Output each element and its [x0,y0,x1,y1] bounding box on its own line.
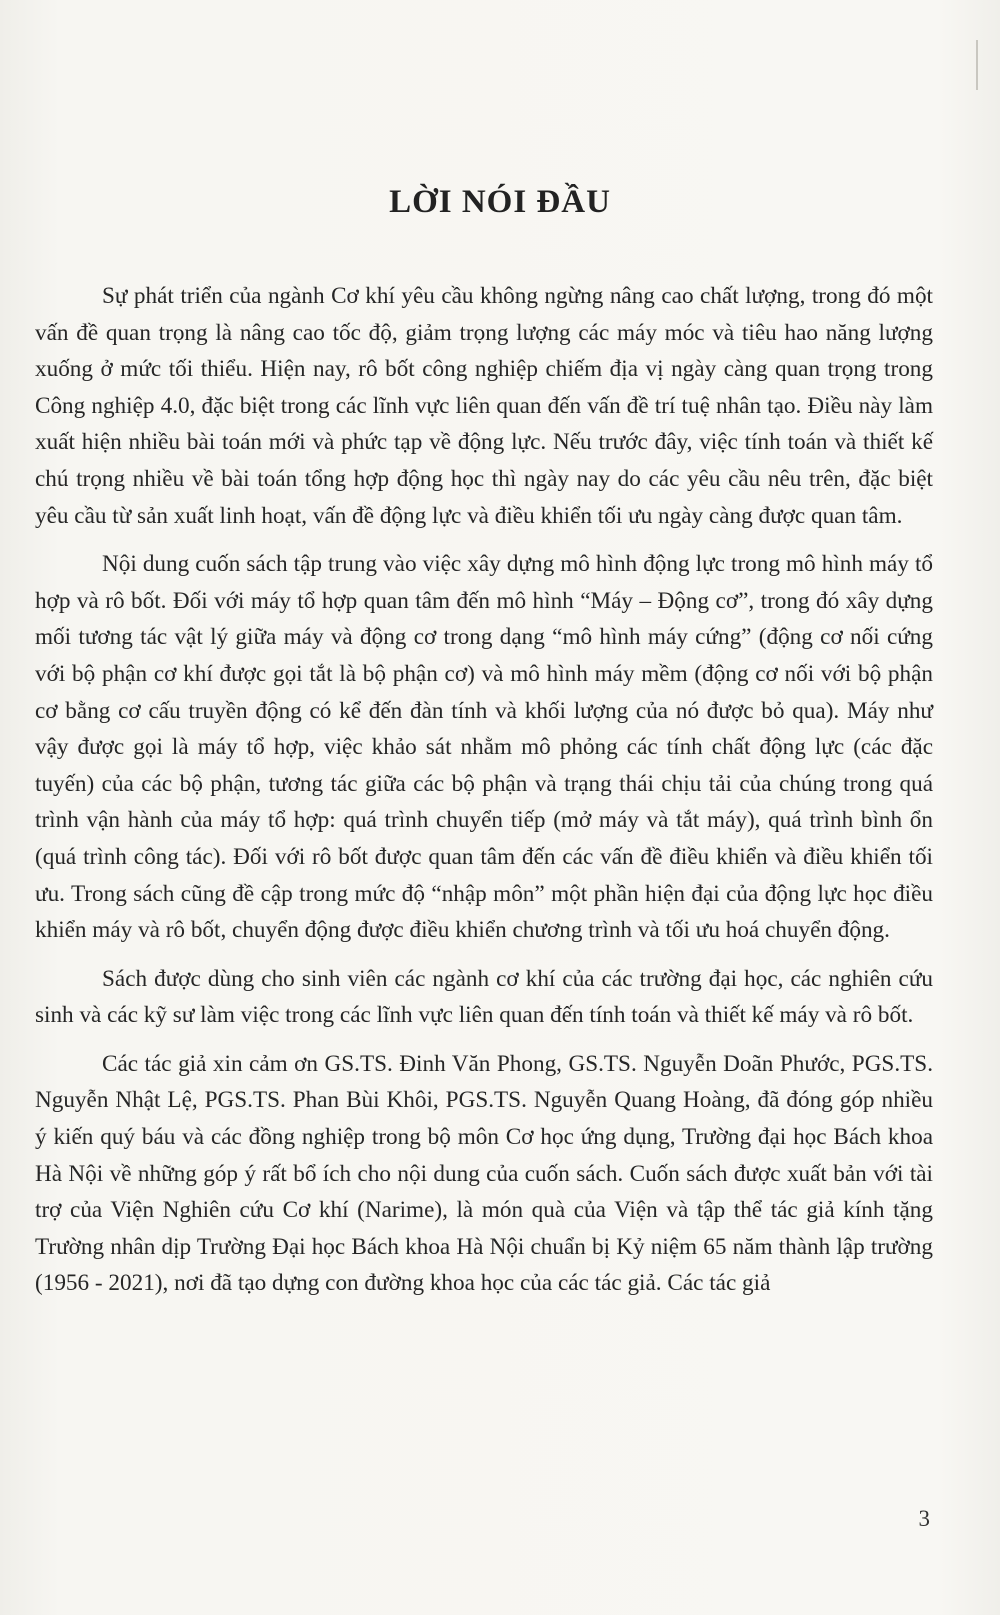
page-edge-mark [976,40,978,90]
paragraph-audience: Sách được dùng cho sinh viên các ngành cơ khí của các trường đại học, các nghiên cứu sinh và các kỹ sư làm việc trong các lĩnh vực liên quan đến tính toán và thiết kế máy và rô bốt. [35,965,933,1029]
paragraph-content: Nội dung cuốn sách tập trung vào việc xây dựng mô hình động lực trong mô hình máy tổ hợp và rô bốt. Đối với máy tổ hợp quan tâm đến mô hình “Máy – Động cơ”, trong đó xây dựng mối tương tác vật lý giữa máy và động cơ trong dạng “mô hình máy cứng” (động cơ nối cứng với bộ phận cơ khí được gọi tắt là bộ phận cơ) và mô hình máy mềm (động cơ nối với bộ phận cơ bằng cơ cấu truyền động có kể đến đàn tính và khối lượng của nó được bỏ qua). Máy như vậy được gọi là máy tổ hợp, việc khảo sát nhằm mô phỏng các tính chất động lực (các đặc tuyến) của các bộ phận, tương tác giữa các bộ phận và trạng thái chịu tải của chúng trong quá trình vận hành của máy tổ hợp: quá trình chuyển tiếp (mở máy và tắt máy), quá trình bình ổn (quá trình công tác). Đối với rô bốt được quan tâm đến các vấn đề điều khiển và điều khiển tối ưu. Trong sách cũng đề cập trong mức độ “nhập môn” một phần hiện đại của động lực học điều khiển máy và rô bốt, chuyển động được điều khiển chương trình và tối ưu hoá chuyển động. [35,551,933,944]
body-text [35,278,933,1314]
paragraph-acknowledgements: Các tác giả xin cảm ơn GS.TS. Đinh Văn Phong, GS.TS. Nguyễn Doãn Phước, PGS.TS. Nguyễn Nhật Lệ, PGS.TS. Phan Bùi Khôi, PGS.TS. Nguyễn Quang Hoàng, đã đóng góp nhiều ý kiến quý báu và các đồng nghiệp trong bộ môn Cơ học ứng dụng, Trường đại học Bách khoa Hà Nội về những góp ý rất bổ ích cho nội dung của cuốn sách. Cuốn sách được xuất bản với tài trợ của Viện Nghiên cứu Cơ khí (Narime), là món quà của Viện và tập thể tác giả kính tặng Trường nhân dịp Trường Đại học Bách khoa Hà Nội chuẩn bị Kỷ niệm 65 năm thành lập trường (1956 - 2021), nơi đã tạo dựng con đường khoa học của các tác giả. Các tác giả [35,1050,933,1297]
page-title: LỜI NÓI ĐẦU [389,184,611,220]
paragraph-intro: Sự phát triển của ngành Cơ khí yêu cầu không ngừng nâng cao chất lượng, trong đó một vấn đề quan trọng là nâng cao tốc độ, giảm trọng lượng các máy móc và tiêu hao năng lượng xuống ở mức tối thiểu. Hiện nay, rô bốt công nghiệp chiếm địa vị ngày càng quan trọng trong Công nghiệp 4.0, đặc biệt trong các lĩnh vực liên quan đến vấn đề trí tuệ nhân tạo. Điều này làm xuất hiện nhiều bài toán mới và phức tạp về động lực. Nếu trước đây, việc tính toán và thiết kế chú trọng nhiều về bài toán tổng hợp động học thì ngày nay do các yêu cầu nêu trên, đặc biệt yêu cầu từ sản xuất linh hoạt, vấn đề động lực và điều khiển tối ưu ngày càng được quan tâm. [35,283,933,529]
page-number: 3 [918,1506,930,1531]
